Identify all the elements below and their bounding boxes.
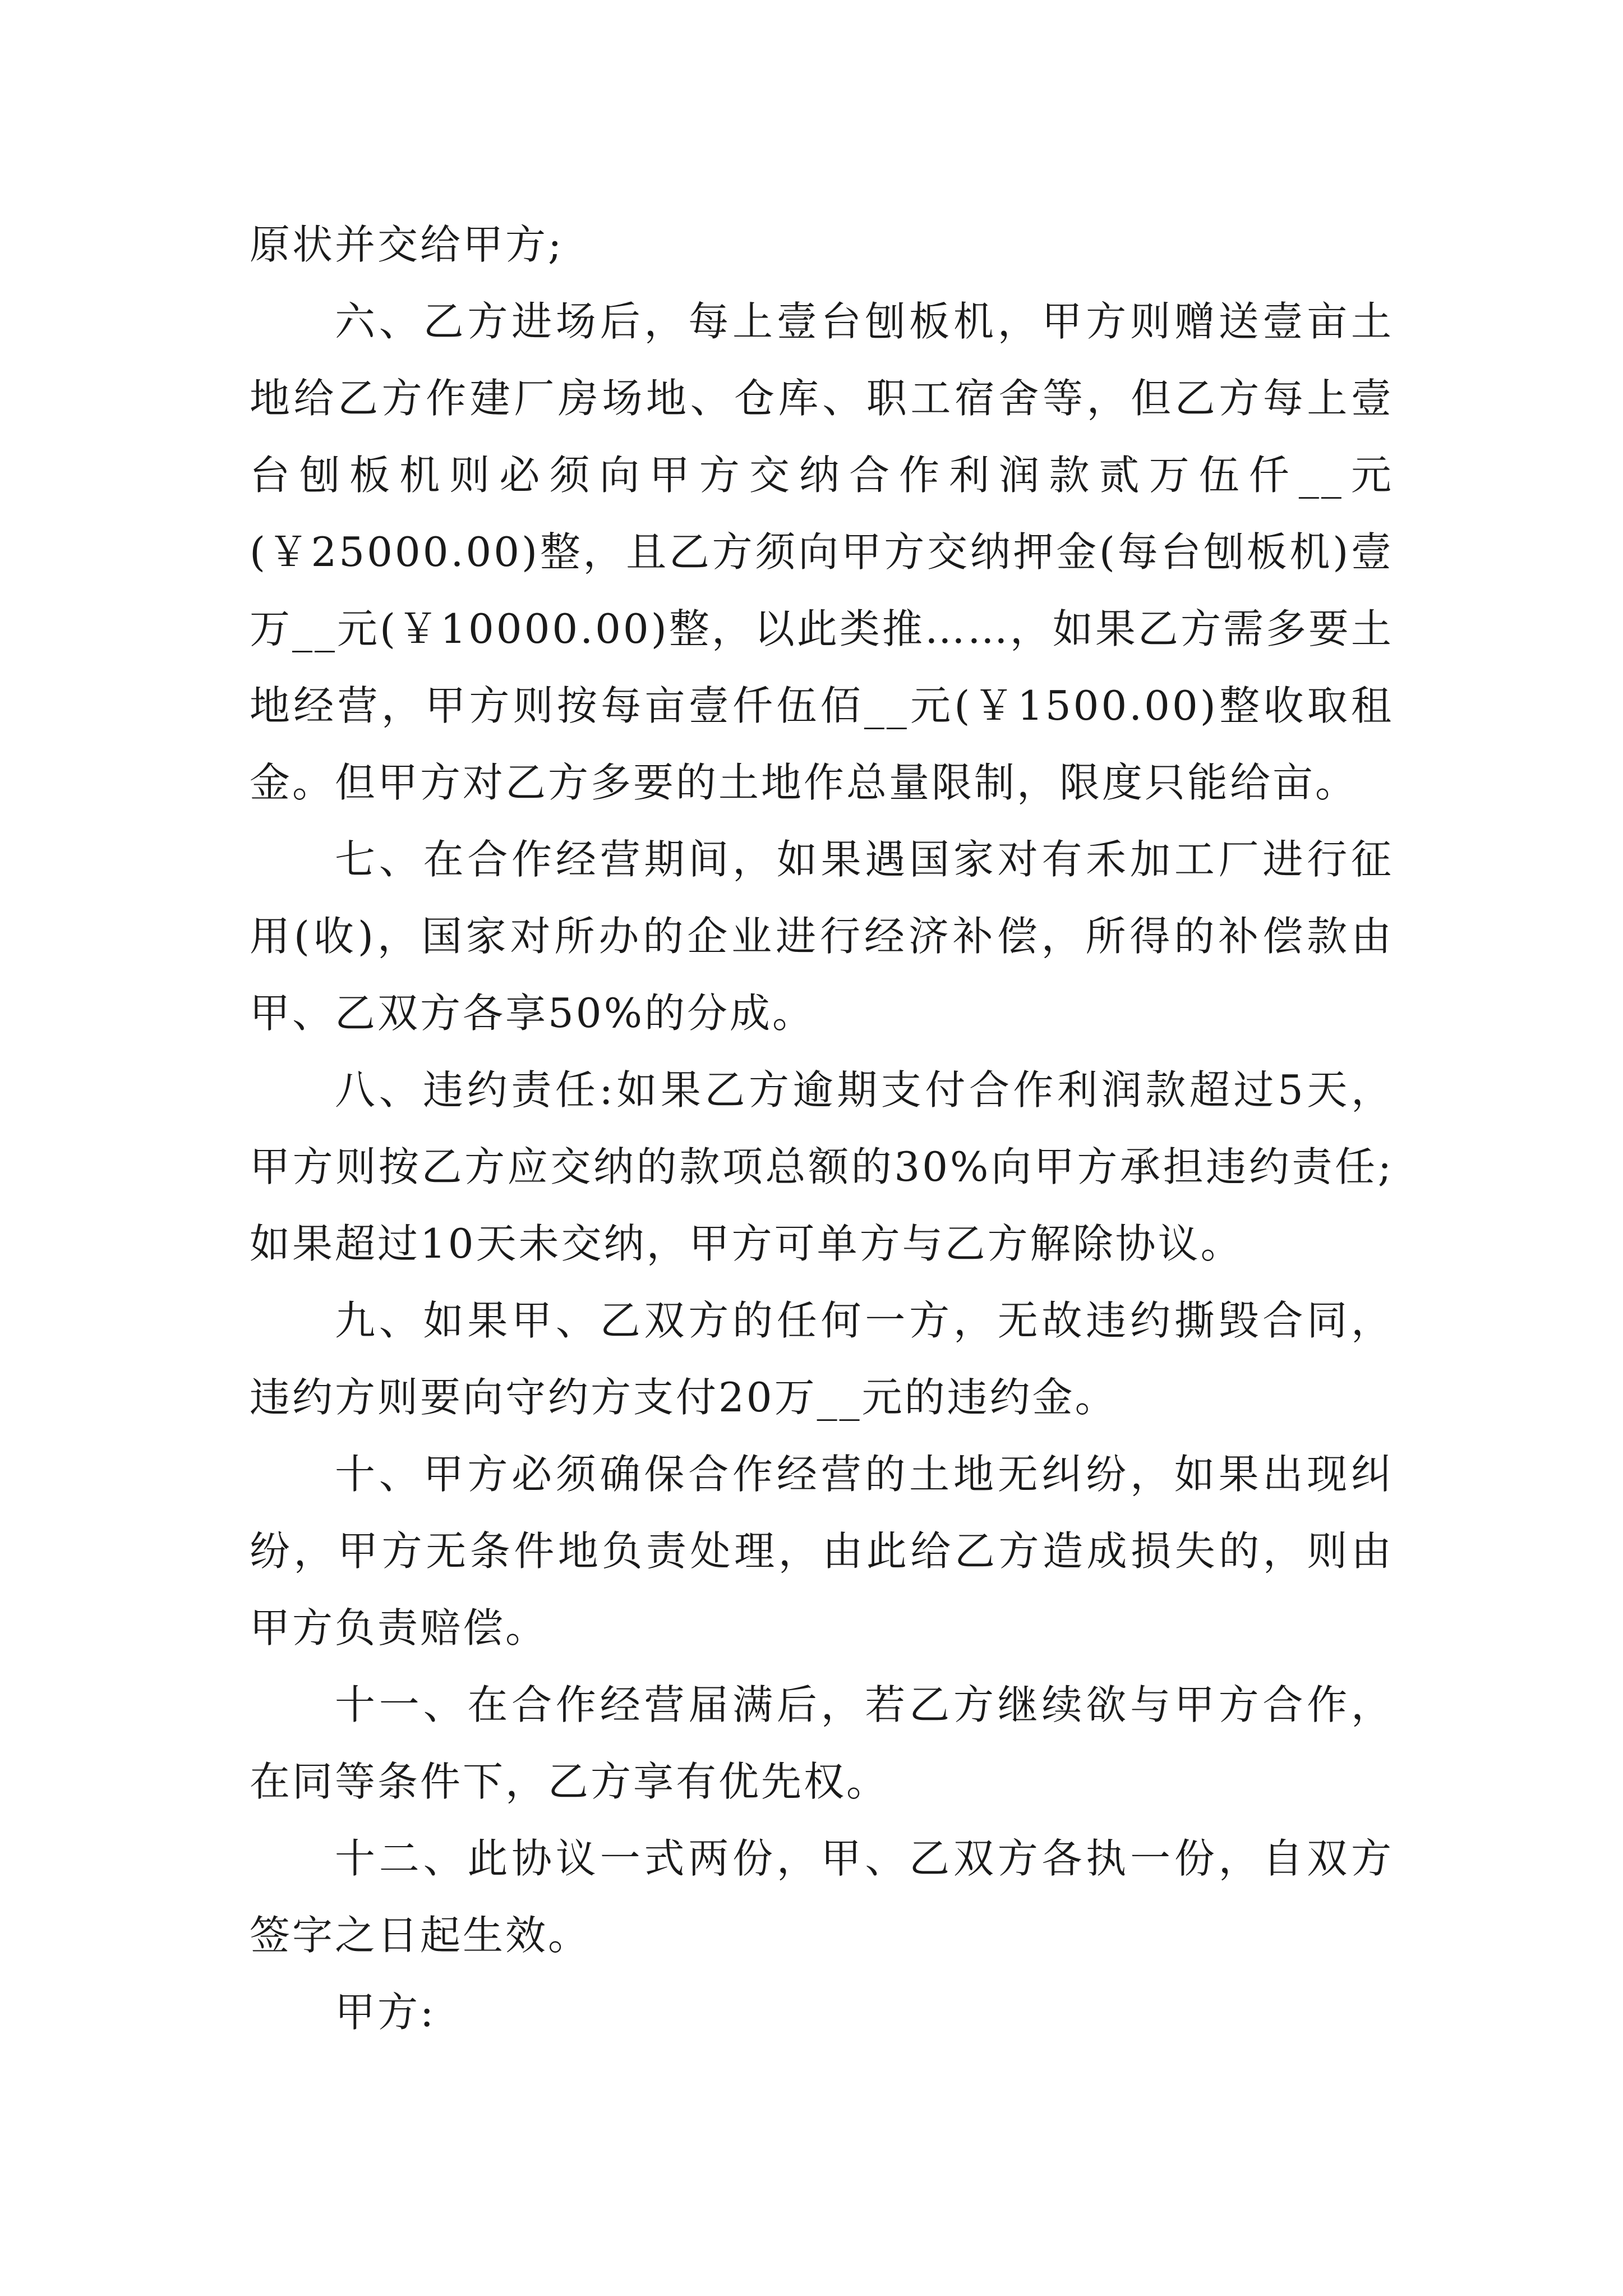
document-body xyxy=(250,206,1394,2051)
clause-8: 八、违约责任:如果乙方逾期支付合作利润款超过5天，甲方则按乙方应交纳的款项总额的30%向甲方承担违约责任;如果超过10天未交纳，甲方可单方与乙方解除协议。 xyxy=(250,1066,1394,1267)
party-a-signature-label: 甲方: xyxy=(335,1989,436,2036)
clause-12: 十二、此协议一式两份，甲、乙双方各执一份，自双方签字之日起生效。 xyxy=(250,1835,1394,1959)
clause-6: 六、乙方进场后，每上壹台刨板机，甲方则赠送壹亩土地给乙方作建厂房场地、仓库、职工宿舍等，但乙方每上壹台刨板机则必须向甲方交纳合作利润款贰万伍仟__元(￥25000.00)整，且乙方须向甲方交纳押金(每台刨板机)壹万__元(￥10000.00)整，以此类推……，如果乙方需多要土地经营，甲方则按每亩壹仟伍佰__元(￥1500.00)整收取租金。但甲方对乙方多要的土地作总量限制，限度只能给亩。 xyxy=(250,298,1394,806)
paragraph-continuation: 原状并交给甲方; xyxy=(250,221,564,268)
clause-11: 十一、在合作经营届满后，若乙方继续欲与甲方合作，在同等条件下，乙方享有优先权。 xyxy=(250,1681,1394,1805)
clause-7: 七、在合作经营期间，如果遇国家对有禾加工厂进行征用(收)，国家对所办的企业进行经济补偿，所得的补偿款由甲、乙双方各享50%的分成。 xyxy=(250,836,1394,1037)
clause-9: 九、如果甲、乙双方的任何一方，无故违约撕毁合同，违约方则要向守约方支付20万__元的违约金。 xyxy=(250,1297,1394,1421)
clause-10: 十、甲方必须确保合作经营的土地无纠纷，如果出现纠纷，甲方无条件地负责处理，由此给乙方造成损失的，则由甲方负责赔偿。 xyxy=(250,1451,1394,1651)
